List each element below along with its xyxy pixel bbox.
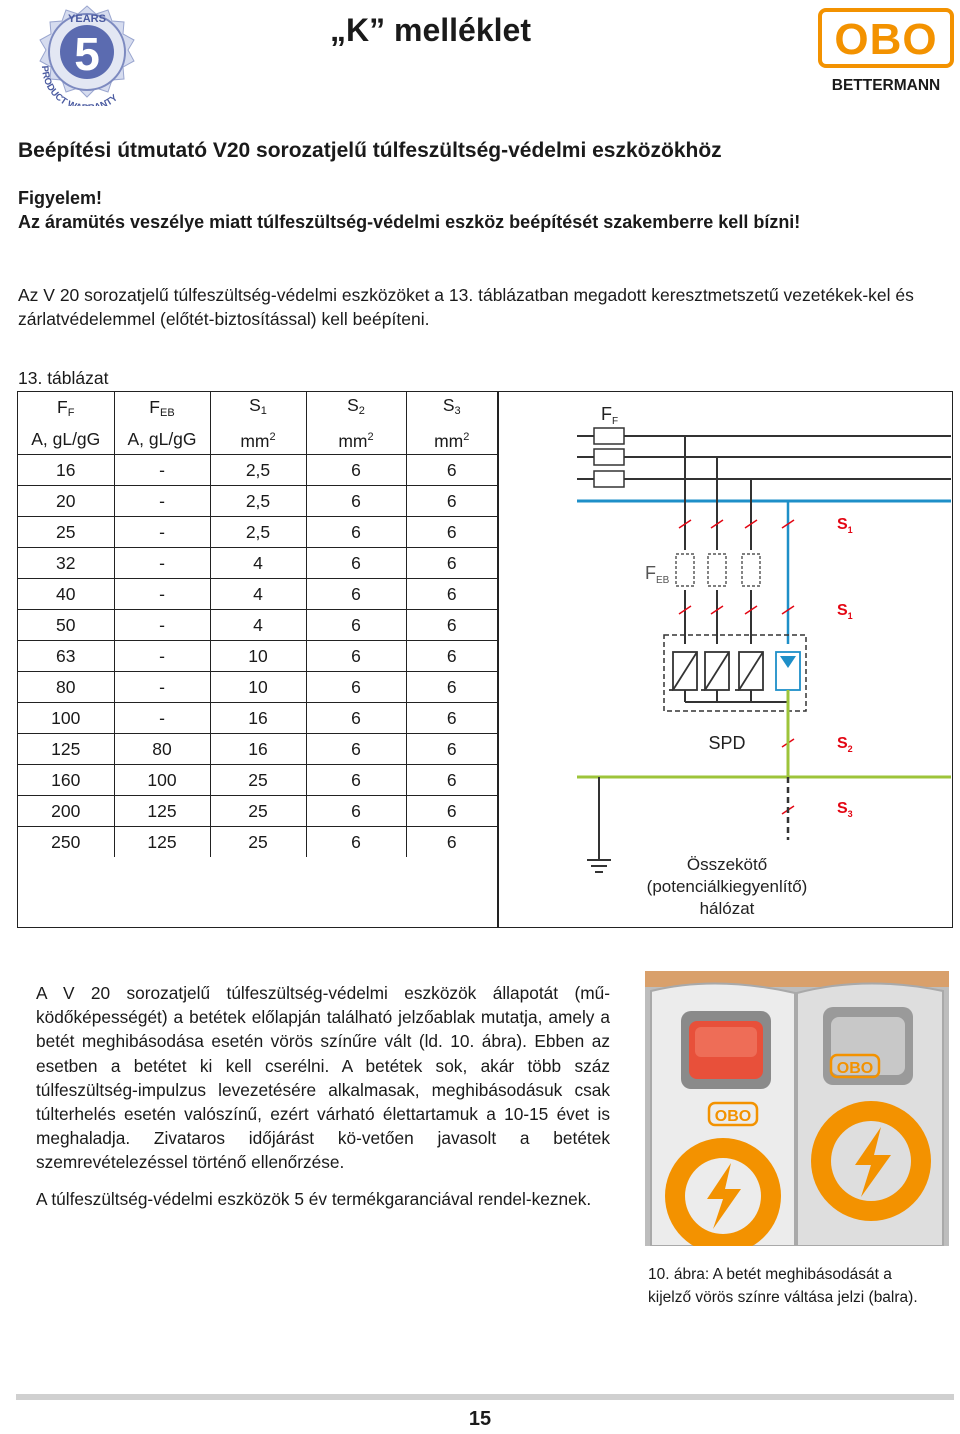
- table-body: [18, 455, 497, 858]
- table-cell: 6: [306, 548, 406, 579]
- table-cell: 6: [406, 517, 497, 548]
- table-cell: 4: [210, 579, 306, 610]
- table-cell: 6: [306, 517, 406, 548]
- table-cell: 6: [306, 579, 406, 610]
- warranty-seal-icon: [22, 4, 152, 106]
- table-cell: 25: [210, 765, 306, 796]
- table-cell: -: [114, 548, 210, 579]
- table-cell: 2,5: [210, 517, 306, 548]
- header-feb: $F_{EB}$ A, gL/gG: [114, 392, 210, 455]
- header-s2: $S_2$ $mm^2$: [306, 392, 406, 455]
- table-cell: 200: [18, 796, 114, 827]
- table-cell: 125: [114, 796, 210, 827]
- table-cell: 6: [306, 765, 406, 796]
- table-cell: 6: [406, 579, 497, 610]
- page-title: „K” melléklet: [330, 12, 531, 48]
- table-cell: 100: [18, 703, 114, 734]
- table-cell: 16: [210, 703, 306, 734]
- table-cell: 4: [210, 610, 306, 641]
- table-row: [18, 703, 497, 734]
- table-row: [18, 517, 497, 548]
- table-cell: 160: [18, 765, 114, 796]
- table-cell: 6: [306, 796, 406, 827]
- obo-logo: [818, 8, 954, 98]
- table-row: [18, 548, 497, 579]
- table-cell: 32: [18, 548, 114, 579]
- table-row: [18, 455, 497, 486]
- table-cell: 2,5: [210, 455, 306, 486]
- table-cell: 6: [406, 548, 497, 579]
- table-row: [18, 827, 497, 858]
- table-row: [18, 672, 497, 703]
- table-cell: 125: [114, 827, 210, 858]
- table-cell: 16: [210, 734, 306, 765]
- table-cell: 25: [210, 827, 306, 858]
- svg-text:OBO: OBO: [834, 15, 938, 64]
- svg-text:5: 5: [74, 28, 100, 80]
- body-text: [36, 981, 610, 1223]
- table-cell: 6: [306, 734, 406, 765]
- table-cell: 6: [306, 610, 406, 641]
- table-cell: -: [114, 641, 210, 672]
- table-row: [18, 610, 497, 641]
- table-cell: 4: [210, 548, 306, 579]
- table-cell: 63: [18, 641, 114, 672]
- table-row: [18, 579, 497, 610]
- svg-text:PRODUCT WARRANTY: PRODUCT W NTY: [38, 65, 120, 106]
- intro-paragraph: Az V 20 sorozatjelű túlfeszültség-védelmi eszközöket a 13. táblázatban megadott keresztmetszetű vezetékek-kel és zárlatvédelemmel (előtét-biztosítással) kell beépíteni.: [18, 285, 914, 329]
- table-cell: -: [114, 672, 210, 703]
- table-cell: 100: [114, 765, 210, 796]
- table-row: [18, 734, 497, 765]
- footer-rule: [16, 1394, 954, 1400]
- header-s1: $S_1$ $mm^2$: [210, 392, 306, 455]
- section-title: Beépítési útmutató V20 sorozatjelű túlfeszültség-védelmi eszközökhöz: [18, 139, 722, 162]
- table-cell: 6: [406, 734, 497, 765]
- table-cell: 6: [406, 703, 497, 734]
- table-cell: -: [114, 703, 210, 734]
- table-cell: 250: [18, 827, 114, 858]
- spark-gap-icon: [776, 652, 800, 690]
- warning-heading: Figyelem!: [18, 188, 103, 208]
- table-cell: 80: [18, 672, 114, 703]
- table-cell: 80: [114, 734, 210, 765]
- svg-text:YEARS: YEARS: [68, 13, 106, 25]
- table-header-row: [18, 392, 497, 455]
- phase-lines: [577, 436, 951, 479]
- table-cell: 10: [210, 641, 306, 672]
- table-cell: 6: [306, 641, 406, 672]
- svg-text:hálózat: hálózat: [699, 899, 755, 918]
- cable-fuse-table: [18, 392, 497, 857]
- table-cell: 6: [406, 610, 497, 641]
- svg-text:S3: $S_3$: [837, 800, 853, 819]
- table-cell: 6: [306, 486, 406, 517]
- table-cell: 6: [406, 672, 497, 703]
- table-cell: 40: [18, 579, 114, 610]
- table-cell: 6: [406, 765, 497, 796]
- table-row: [18, 486, 497, 517]
- table-cell: 6: [306, 455, 406, 486]
- page-number: 15: [468, 1408, 492, 1430]
- svg-text:FF: $F_F$: [601, 404, 619, 427]
- table-row: [18, 796, 497, 827]
- table-cell: 25: [18, 517, 114, 548]
- svg-text:S1: $S_1$: [837, 516, 853, 535]
- svg-text:S1: $S_1$: [837, 602, 853, 621]
- table-cell: 6: [446, 831, 457, 852]
- table-cell: 6: [306, 703, 406, 734]
- svg-text:OBO: OBO: [836, 1060, 874, 1077]
- table-cell: -: [114, 610, 210, 641]
- svg-text:Összekötő: Összekötő: [686, 855, 768, 874]
- table-cell: -: [114, 486, 210, 517]
- table-cell: 6: [406, 486, 497, 517]
- body-paragraph-1: A V 20 sorozatjelű túlfeszültség-védelmi eszközök állapotát (mű-ködőképességét) a betétek előlapján található jelzőablak mutatja, amely a betét meghibásodása esetén vörös színűre vált (ld. 10. ábra). Ebben az esetben a betétet ki kell cserélni. A betétek sok, akár több száz túlfeszültség-impulzus levezetésére alkalmasak, meghibásodásuk csak túlterhelés esetén valószínű, ezért várható élettartamuk a 10-15 évet is meghaladja. Zivataros időjárást kö-vetően javasolt a betétek szemrevételezéssel történő ellenőrzése.: [36, 983, 610, 1173]
- table-cell: 6: [406, 455, 497, 486]
- table-cell: 6: [406, 796, 497, 827]
- table-cell: 6: [306, 827, 406, 858]
- table-cell: 2,5: [210, 486, 306, 517]
- header-s3: $S_3$ $mm^2$: [406, 392, 497, 455]
- svg-text:OBO: OBO: [714, 1108, 752, 1125]
- table-row: [18, 641, 497, 672]
- warning-text: Az áramütés veszélye miatt túlfeszültség-védelmi eszköz beépítését szakemberre kell bízni!: [18, 212, 801, 232]
- table-cell: -: [114, 517, 210, 548]
- ground-icon: [587, 860, 611, 872]
- table-cell: -: [114, 455, 210, 486]
- table-cell: 125: [18, 734, 114, 765]
- table-row: [18, 765, 497, 796]
- svg-text:S2: $S_2$: [837, 735, 853, 754]
- warranty-badge: [22, 4, 152, 106]
- svg-text:FEB: $F_{EB}$: [645, 563, 670, 586]
- fuse-icon: [594, 428, 624, 487]
- table-cell: 50: [18, 610, 114, 641]
- table-cell: 16: [18, 455, 114, 486]
- table-cell: 6: [406, 641, 497, 672]
- header-ff: $F_F$ A, gL/gG: [18, 392, 114, 455]
- table-caption: 13. táblázat: [18, 368, 109, 388]
- body-paragraph-2: A túlfeszültség-védelmi eszközök 5 év termékgaranciával rendel-keznek.: [36, 1188, 592, 1209]
- table-cell: 10: [210, 672, 306, 703]
- table-cell: 25: [210, 796, 306, 827]
- svg-text:(potenciálkiegyenlítő): (potenciálkiegyenlítő): [646, 877, 808, 896]
- svg-text:SPD: SPD: [708, 733, 746, 753]
- warning-block: [18, 186, 800, 234]
- figure-caption: 10. ábra: A betét meghibásodását a kijelző vörös színre váltása jelzi (balra).: [648, 1266, 918, 1306]
- spd-insert-photo: [645, 971, 949, 1246]
- feb-fuses: [676, 554, 760, 586]
- wiring-diagram: [499, 392, 951, 926]
- varistor-icon: [669, 652, 763, 690]
- table-cell: 6: [306, 672, 406, 703]
- table-cell: 20: [18, 486, 114, 517]
- table-cell: -: [114, 579, 210, 610]
- svg-text:BETTERMANN: BETTERMANN: [831, 77, 941, 94]
